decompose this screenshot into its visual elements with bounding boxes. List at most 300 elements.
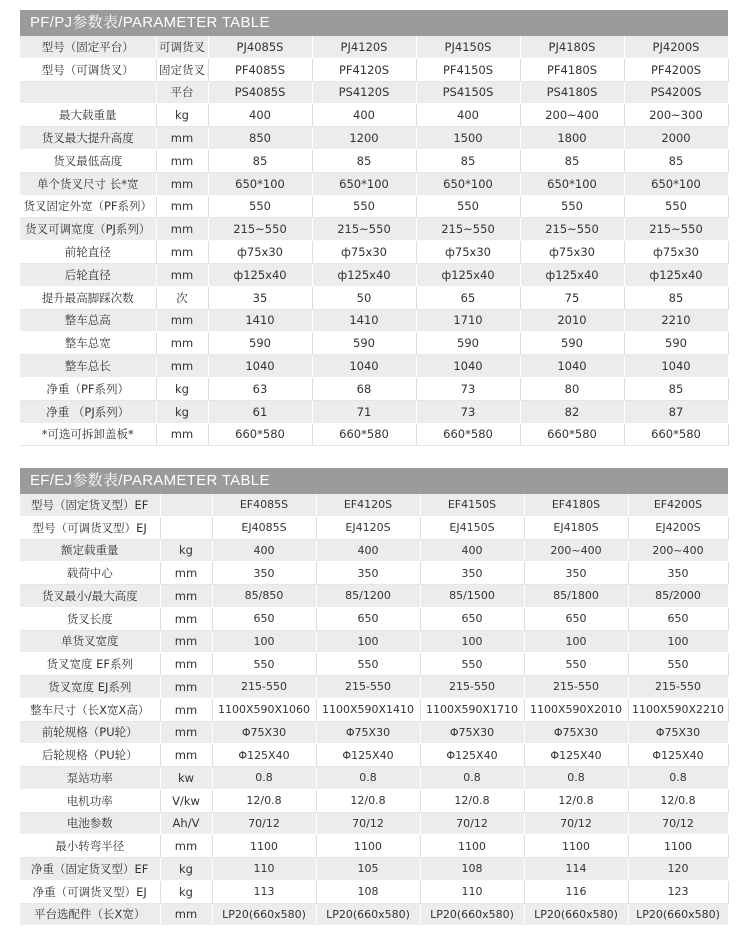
value-cell: 200~400 [520, 104, 624, 127]
value-cell: 35 [208, 286, 312, 309]
table-row [20, 516, 728, 539]
row-label: 整车总高 [20, 309, 156, 332]
value-cell: 1100X590X2210 [628, 698, 728, 721]
value-cell: 660*580 [520, 423, 624, 446]
row-label: 单货叉宽度 [20, 630, 160, 653]
row-unit: mm [156, 172, 208, 195]
value-cell: 70/12 [212, 812, 316, 835]
value-cell: 1200 [312, 127, 416, 150]
row-label: 后轮直径 [20, 263, 156, 286]
value-cell: PF4200S [624, 58, 728, 81]
value-cell: 85 [624, 377, 728, 400]
row-unit: mm [156, 309, 208, 332]
value-cell: 85/1800 [524, 585, 628, 608]
value-cell: ф75x30 [312, 241, 416, 264]
table-row [20, 858, 728, 881]
value-cell: 400 [316, 539, 420, 562]
row-label: 泵站功率 [20, 767, 160, 790]
value-cell: 75 [520, 286, 624, 309]
value-cell: PF4180S [520, 58, 624, 81]
value-cell: ф125x40 [520, 263, 624, 286]
row-label: 电机功率 [20, 789, 160, 812]
value-cell: 100 [212, 630, 316, 653]
table-row [20, 58, 728, 81]
value-cell: EF4180S [524, 494, 628, 516]
value-cell: PS4200S [624, 81, 728, 104]
value-cell: 1500 [416, 127, 520, 150]
value-cell: 70/12 [524, 812, 628, 835]
value-cell: 12/0.8 [628, 789, 728, 812]
row-unit: mm [156, 195, 208, 218]
value-cell: 100 [524, 630, 628, 653]
row-unit: 固定货叉 [156, 58, 208, 81]
value-cell: 71 [312, 400, 416, 423]
value-cell: 550 [208, 195, 312, 218]
row-unit: kg [156, 104, 208, 127]
row-label: 整车总长 [20, 355, 156, 378]
value-cell: 85 [312, 149, 416, 172]
value-cell: 215~550 [312, 218, 416, 241]
value-cell: 215~550 [416, 218, 520, 241]
row-label: 净重（PF系列） [20, 377, 156, 400]
row-unit: kg [156, 400, 208, 423]
value-cell: 660*580 [208, 423, 312, 446]
value-cell: 87 [624, 400, 728, 423]
row-unit: mm [156, 423, 208, 446]
row-label [20, 81, 156, 104]
pf-table-title: PF/PJ参数表/PARAMETER TABLE [20, 10, 728, 36]
table-row [20, 127, 728, 150]
row-label: 单个货叉尺寸 长*宽 [20, 172, 156, 195]
row-label: 货叉宽度 EJ系列 [20, 676, 160, 699]
value-cell: 68 [312, 377, 416, 400]
value-cell: Φ75X30 [316, 721, 420, 744]
row-unit: mm [156, 149, 208, 172]
value-cell: 1040 [208, 355, 312, 378]
ef-table-title: EF/EJ参数表/PARAMETER TABLE [20, 468, 728, 494]
table-row [20, 653, 728, 676]
value-cell: LP20(660x580) [420, 903, 524, 926]
value-cell: 400 [212, 539, 316, 562]
value-cell: 1410 [312, 309, 416, 332]
value-cell: 590 [416, 332, 520, 355]
value-cell: 550 [628, 653, 728, 676]
value-cell: 215-550 [628, 676, 728, 699]
value-cell: 108 [316, 880, 420, 903]
row-unit: kg [160, 880, 212, 903]
row-unit: kw [160, 767, 212, 790]
value-cell: 2010 [520, 309, 624, 332]
row-unit: mm [160, 744, 212, 767]
row-unit: V/kw [160, 789, 212, 812]
value-cell: PJ4120S [312, 36, 416, 58]
value-cell: 550 [416, 195, 520, 218]
row-unit: mm [160, 585, 212, 608]
value-cell: 110 [212, 858, 316, 881]
table-row [20, 149, 728, 172]
table-row [20, 539, 728, 562]
value-cell: ф125x40 [312, 263, 416, 286]
row-unit: kg [160, 539, 212, 562]
value-cell: 1100X590X1060 [212, 698, 316, 721]
value-cell: Φ75X30 [628, 721, 728, 744]
value-cell: 400 [312, 104, 416, 127]
table-row [20, 195, 728, 218]
value-cell: PS4120S [312, 81, 416, 104]
table-row [20, 903, 728, 926]
pf-pj-parameter-table [20, 10, 728, 446]
value-cell: 215-550 [524, 676, 628, 699]
value-cell: ф75x30 [416, 241, 520, 264]
value-cell: ф75x30 [208, 241, 312, 264]
row-unit: mm [160, 676, 212, 699]
value-cell: 215-550 [316, 676, 420, 699]
value-cell: 0.8 [316, 767, 420, 790]
value-cell: 650*100 [208, 172, 312, 195]
value-cell: 100 [420, 630, 524, 653]
value-cell: 650*100 [416, 172, 520, 195]
value-cell: 1100 [628, 835, 728, 858]
value-cell: 123 [628, 880, 728, 903]
row-label: 型号（可调货叉） [20, 58, 156, 81]
row-unit [160, 516, 212, 539]
table-row [20, 286, 728, 309]
row-unit: mm [160, 607, 212, 630]
value-cell: 120 [628, 858, 728, 881]
value-cell: Φ125X40 [420, 744, 524, 767]
value-cell: 650 [524, 607, 628, 630]
value-cell: 12/0.8 [316, 789, 420, 812]
value-cell: 1040 [520, 355, 624, 378]
value-cell: 1100 [212, 835, 316, 858]
value-cell: 0.8 [524, 767, 628, 790]
value-cell: 61 [208, 400, 312, 423]
value-cell: 80 [520, 377, 624, 400]
value-cell: 105 [316, 858, 420, 881]
value-cell: 650*100 [520, 172, 624, 195]
value-cell: 590 [624, 332, 728, 355]
value-cell: 63 [208, 377, 312, 400]
value-cell: PF4150S [416, 58, 520, 81]
row-unit: mm [156, 218, 208, 241]
row-unit: mm [160, 721, 212, 744]
table-row [20, 698, 728, 721]
value-cell: 12/0.8 [524, 789, 628, 812]
row-label: 前轮规格（PU轮） [20, 721, 160, 744]
table-row [20, 676, 728, 699]
row-label: 型号（固定平台） [20, 36, 156, 58]
table-row [20, 607, 728, 630]
value-cell: 350 [420, 562, 524, 585]
value-cell: EJ4150S [420, 516, 524, 539]
value-cell: ф125x40 [416, 263, 520, 286]
value-cell: 1100X590X1710 [420, 698, 524, 721]
table-row [20, 721, 728, 744]
row-label: 型号（固定货叉型）EF [20, 494, 160, 516]
value-cell: 2210 [624, 309, 728, 332]
value-cell: 660*580 [312, 423, 416, 446]
value-cell: LP20(660x580) [212, 903, 316, 926]
table-row [20, 332, 728, 355]
value-cell: 100 [628, 630, 728, 653]
value-cell: 0.8 [420, 767, 524, 790]
table-row [20, 218, 728, 241]
value-cell: 85 [624, 149, 728, 172]
value-cell: 85/2000 [628, 585, 728, 608]
value-cell: EJ4180S [524, 516, 628, 539]
row-label: 净重（可调货叉型）EJ [20, 880, 160, 903]
value-cell: 0.8 [212, 767, 316, 790]
value-cell: EF4150S [420, 494, 524, 516]
table-row [20, 36, 728, 58]
value-cell: 200~300 [624, 104, 728, 127]
row-label: 额定载重量 [20, 539, 160, 562]
value-cell: 0.8 [628, 767, 728, 790]
value-cell: 85 [624, 286, 728, 309]
value-cell: 850 [208, 127, 312, 150]
value-cell: 110 [420, 880, 524, 903]
row-label: 型号（可调货叉型）EJ [20, 516, 160, 539]
row-unit: mm [156, 332, 208, 355]
value-cell: Φ75X30 [420, 721, 524, 744]
row-label: 后轮规格（PU轮） [20, 744, 160, 767]
value-cell: Φ125X40 [628, 744, 728, 767]
value-cell: 70/12 [420, 812, 524, 835]
table-row [20, 835, 728, 858]
value-cell: EJ4200S [628, 516, 728, 539]
value-cell: 350 [212, 562, 316, 585]
value-cell: 85 [208, 149, 312, 172]
row-label: 货叉最小/最大高度 [20, 585, 160, 608]
value-cell: Φ75X30 [212, 721, 316, 744]
value-cell: 116 [524, 880, 628, 903]
value-cell: 350 [628, 562, 728, 585]
table-row [20, 263, 728, 286]
value-cell: ф125x40 [208, 263, 312, 286]
table-row [20, 812, 728, 835]
value-cell: 1040 [624, 355, 728, 378]
table-row [20, 400, 728, 423]
value-cell: 550 [520, 195, 624, 218]
value-cell: 550 [212, 653, 316, 676]
row-label: 净重（固定货叉型）EF [20, 858, 160, 881]
value-cell: 590 [312, 332, 416, 355]
row-label: 最小转弯半径 [20, 835, 160, 858]
row-unit: mm [156, 241, 208, 264]
row-label: *可选可拆卸盖板* [20, 423, 156, 446]
row-label: 电池参数 [20, 812, 160, 835]
value-cell: 108 [420, 858, 524, 881]
value-cell: PJ4200S [624, 36, 728, 58]
value-cell: PJ4180S [520, 36, 624, 58]
value-cell: 114 [524, 858, 628, 881]
value-cell: EF4085S [212, 494, 316, 516]
table-row [20, 494, 728, 516]
value-cell: 650 [420, 607, 524, 630]
value-cell: 350 [316, 562, 420, 585]
table-row [20, 767, 728, 790]
value-cell: 660*580 [416, 423, 520, 446]
value-cell: 200~400 [524, 539, 628, 562]
value-cell: PS4150S [416, 81, 520, 104]
value-cell: LP20(660x580) [524, 903, 628, 926]
value-cell: 113 [212, 880, 316, 903]
row-label: 载荷中心 [20, 562, 160, 585]
row-unit: mm [160, 562, 212, 585]
row-label: 货叉固定外宽（PF系列） [20, 195, 156, 218]
value-cell: 1100 [524, 835, 628, 858]
value-cell: PJ4150S [416, 36, 520, 58]
row-unit: 平台 [156, 81, 208, 104]
value-cell: 1800 [520, 127, 624, 150]
value-cell: PS4180S [520, 81, 624, 104]
value-cell: 85/1200 [316, 585, 420, 608]
value-cell: 215~550 [624, 218, 728, 241]
value-cell: PF4120S [312, 58, 416, 81]
table-row [20, 241, 728, 264]
table-row [20, 562, 728, 585]
value-cell: 650 [212, 607, 316, 630]
row-label: 整车尺寸（长X宽X高） [20, 698, 160, 721]
row-label: 货叉长度 [20, 607, 160, 630]
value-cell: 400 [420, 539, 524, 562]
value-cell: Φ125X40 [316, 744, 420, 767]
table-row [20, 585, 728, 608]
value-cell: 590 [520, 332, 624, 355]
value-cell: 70/12 [316, 812, 420, 835]
value-cell: 590 [208, 332, 312, 355]
value-cell: 85/1500 [420, 585, 524, 608]
value-cell: 65 [416, 286, 520, 309]
table-row [20, 104, 728, 127]
row-unit: kg [160, 858, 212, 881]
ef-table-grid [20, 494, 729, 926]
row-unit: mm [160, 653, 212, 676]
ef-ej-parameter-table [20, 468, 728, 926]
value-cell: 1100 [316, 835, 420, 858]
value-cell: 1410 [208, 309, 312, 332]
value-cell: 350 [524, 562, 628, 585]
row-unit: 可调货叉 [156, 36, 208, 58]
value-cell: EF4200S [628, 494, 728, 516]
row-label: 货叉最低高度 [20, 149, 156, 172]
value-cell: 12/0.8 [420, 789, 524, 812]
row-label: 前轮直径 [20, 241, 156, 264]
value-cell: 215-550 [420, 676, 524, 699]
row-label: 货叉宽度 EF系列 [20, 653, 160, 676]
value-cell: 215~550 [520, 218, 624, 241]
value-cell: 550 [312, 195, 416, 218]
value-cell: ф75x30 [520, 241, 624, 264]
value-cell: 2000 [624, 127, 728, 150]
pf-table-grid [20, 36, 729, 446]
row-unit: Ah/V [160, 812, 212, 835]
value-cell: 550 [624, 195, 728, 218]
row-label: 平台选配件（长X宽） [20, 903, 160, 926]
table-row [20, 423, 728, 446]
value-cell: 550 [316, 653, 420, 676]
value-cell: 200~400 [628, 539, 728, 562]
value-cell: 1100X590X1410 [316, 698, 420, 721]
row-unit: mm [160, 630, 212, 653]
value-cell: 650 [628, 607, 728, 630]
row-label: 提升最高脚踩次数 [20, 286, 156, 309]
value-cell: 100 [316, 630, 420, 653]
value-cell: 215~550 [208, 218, 312, 241]
value-cell: ф75x30 [624, 241, 728, 264]
value-cell: 215-550 [212, 676, 316, 699]
value-cell: 85 [416, 149, 520, 172]
row-unit: mm [160, 698, 212, 721]
value-cell: 82 [520, 400, 624, 423]
table-row [20, 744, 728, 767]
value-cell: 1100 [420, 835, 524, 858]
value-cell: LP20(660x580) [628, 903, 728, 926]
row-label: 整车总宽 [20, 332, 156, 355]
table-row [20, 880, 728, 903]
value-cell: 12/0.8 [212, 789, 316, 812]
value-cell: PS4085S [208, 81, 312, 104]
value-cell: 660*580 [624, 423, 728, 446]
row-unit: mm [156, 127, 208, 150]
value-cell: Φ75X30 [524, 721, 628, 744]
value-cell: 70/12 [628, 812, 728, 835]
value-cell: EJ4085S [212, 516, 316, 539]
row-label: 货叉最大提升高度 [20, 127, 156, 150]
value-cell: ф125x40 [624, 263, 728, 286]
value-cell: 1040 [312, 355, 416, 378]
row-label: 货叉可调宽度（PJ系列） [20, 218, 156, 241]
table-row [20, 355, 728, 378]
value-cell: 1100X590X2010 [524, 698, 628, 721]
value-cell: EJ4120S [316, 516, 420, 539]
value-cell: EF4120S [316, 494, 420, 516]
value-cell: PF4085S [208, 58, 312, 81]
table-row [20, 309, 728, 332]
value-cell: 85/850 [212, 585, 316, 608]
table-row [20, 81, 728, 104]
value-cell: 400 [416, 104, 520, 127]
table-row [20, 377, 728, 400]
row-unit: 次 [156, 286, 208, 309]
value-cell: 73 [416, 400, 520, 423]
value-cell: 550 [420, 653, 524, 676]
value-cell: Φ125X40 [212, 744, 316, 767]
row-label: 净重 （PJ系列） [20, 400, 156, 423]
table-row [20, 630, 728, 653]
value-cell: 85 [520, 149, 624, 172]
row-unit: mm [160, 903, 212, 926]
value-cell: 1710 [416, 309, 520, 332]
value-cell: LP20(660x580) [316, 903, 420, 926]
value-cell: PJ4085S [208, 36, 312, 58]
value-cell: 400 [208, 104, 312, 127]
table-row [20, 789, 728, 812]
row-unit: kg [156, 377, 208, 400]
value-cell: 650*100 [624, 172, 728, 195]
row-unit: mm [160, 835, 212, 858]
row-unit: mm [156, 355, 208, 378]
value-cell: 550 [524, 653, 628, 676]
value-cell: 650*100 [312, 172, 416, 195]
row-unit [160, 494, 212, 516]
value-cell: 50 [312, 286, 416, 309]
value-cell: Φ125X40 [524, 744, 628, 767]
row-label: 最大载重量 [20, 104, 156, 127]
row-unit: mm [156, 263, 208, 286]
value-cell: 73 [416, 377, 520, 400]
value-cell: 1040 [416, 355, 520, 378]
